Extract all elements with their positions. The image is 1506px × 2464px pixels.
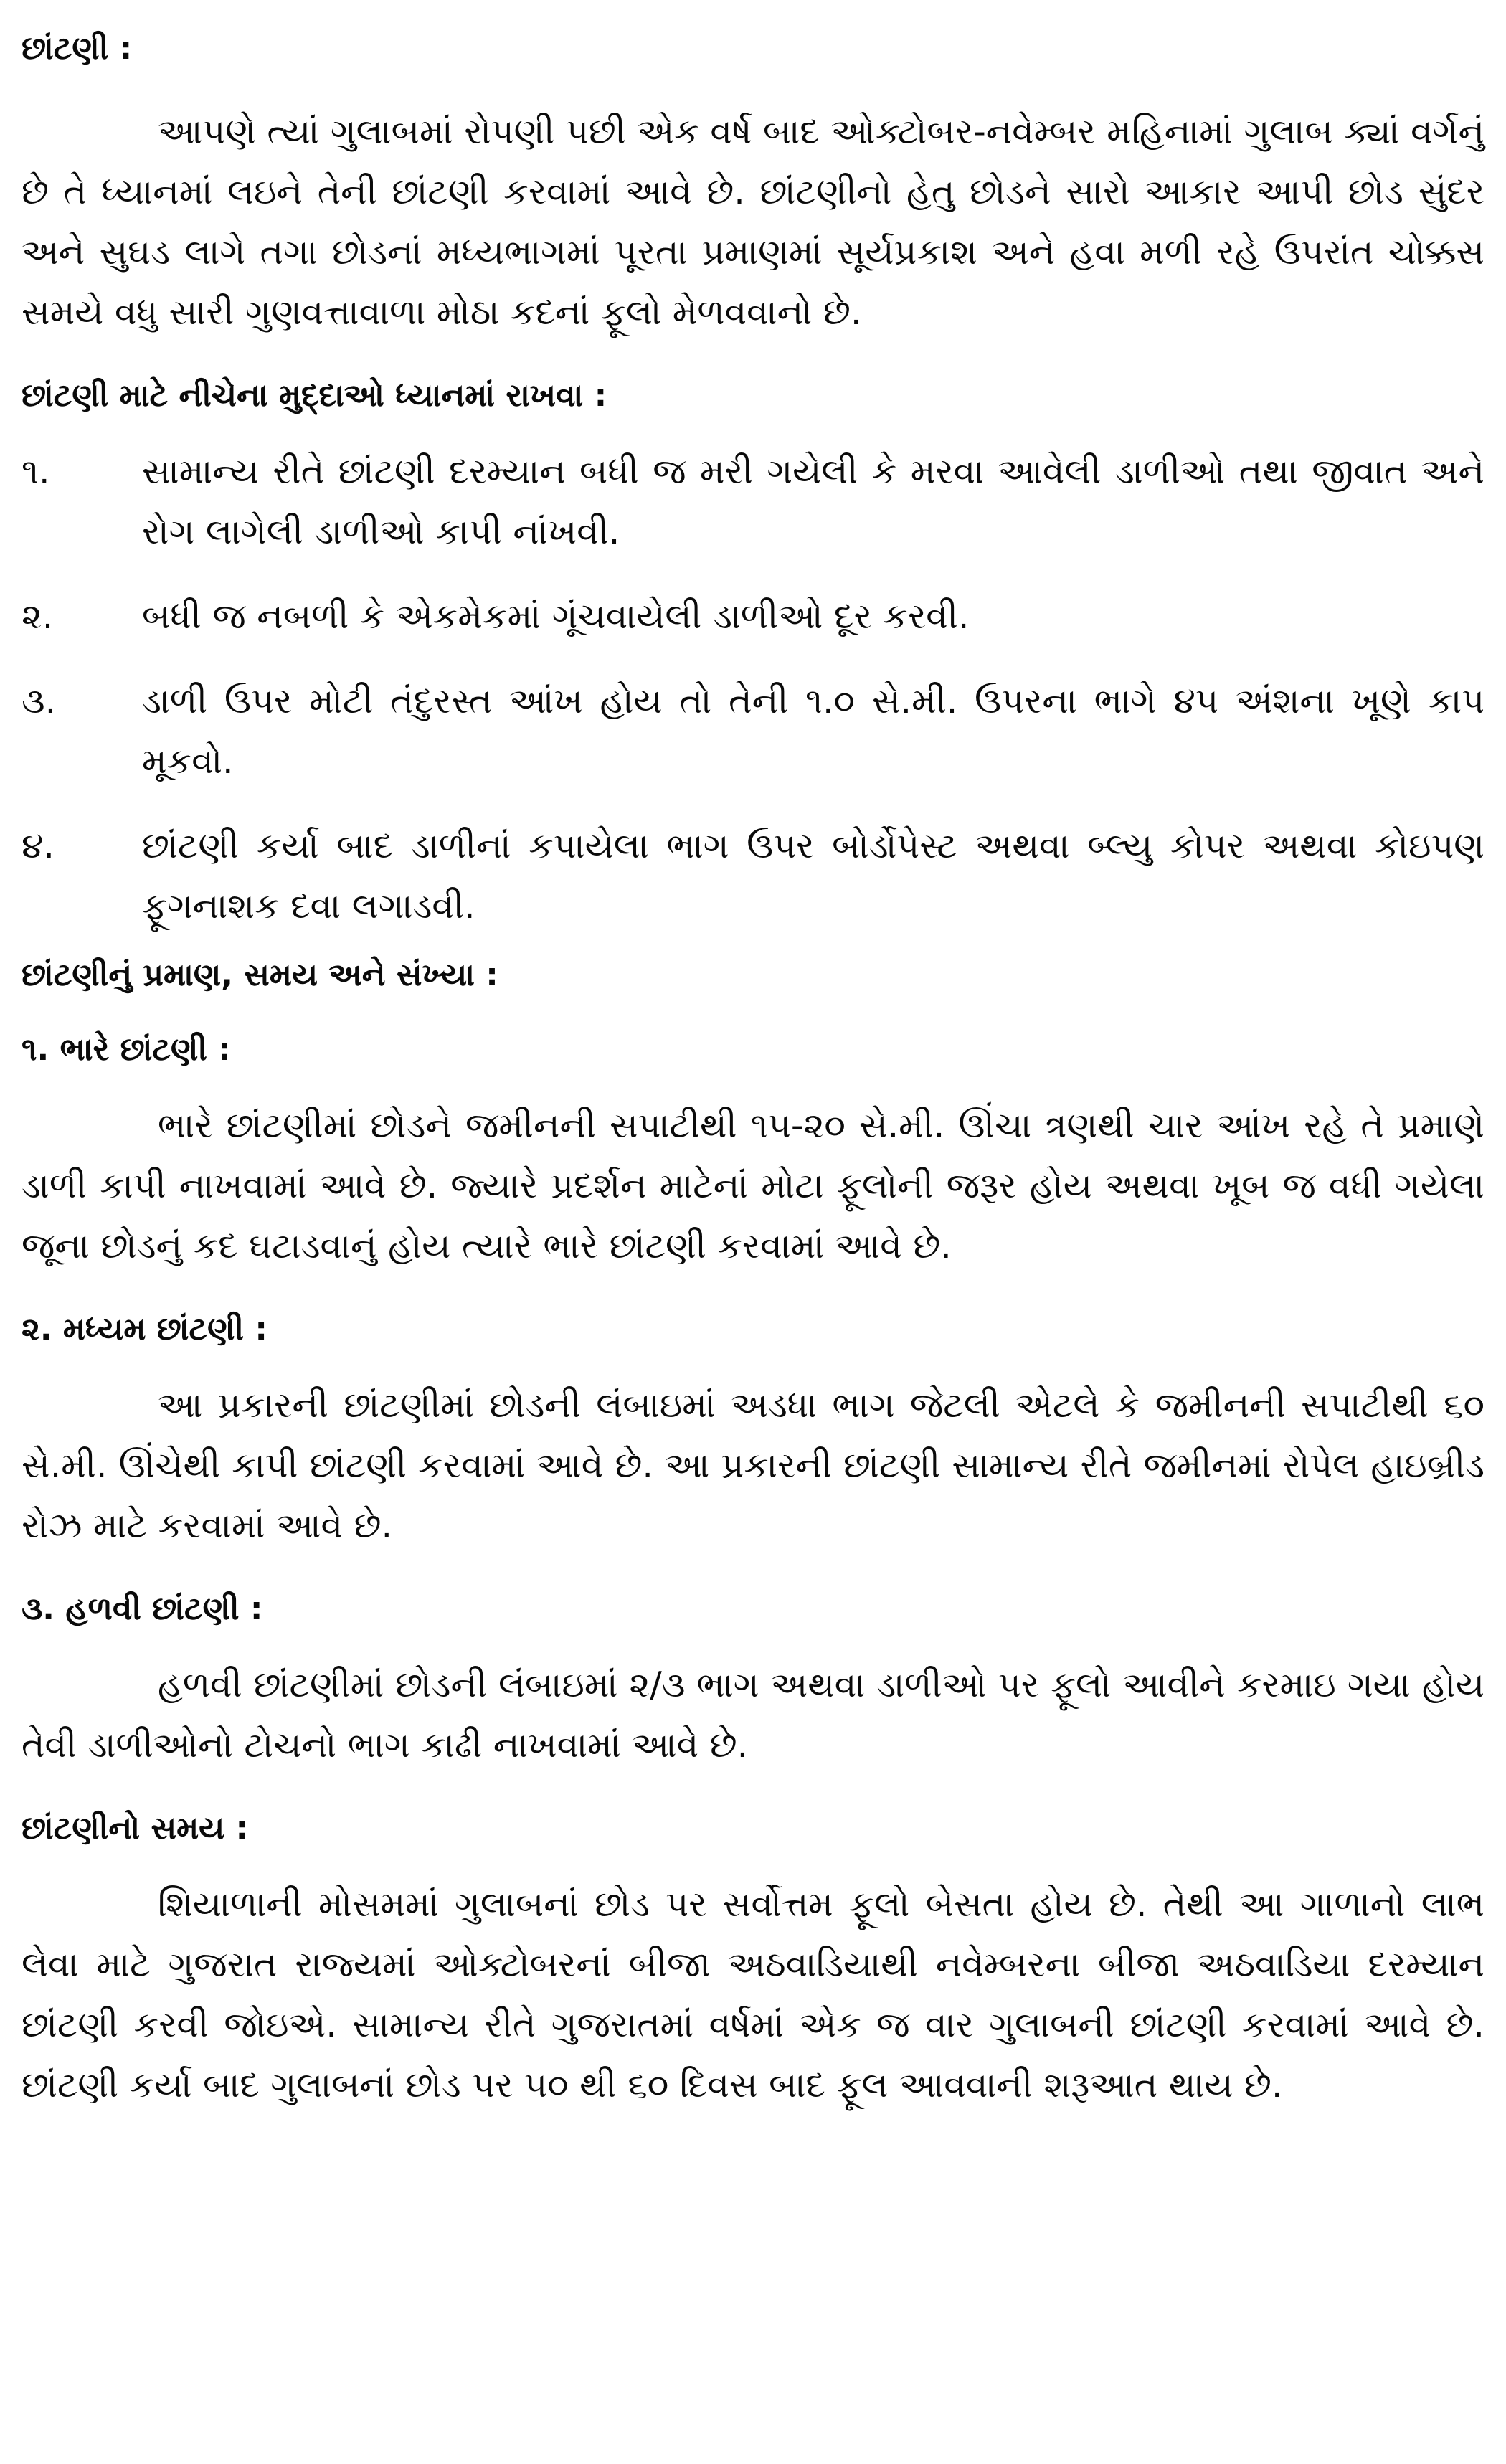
heavy-pruning-heading: ૧. ભારે છાંટણી : [22,1031,231,1068]
list-item-number: ૧. [22,451,50,492]
light-pruning-heading: ૩. હળવી છાંટણી : [22,1591,263,1627]
intro-paragraph: આપણે ત્યાં ગુલાબમાં રોપણી પછી એક વર્ષ બાદ ઓક્ટોબર-નવેમ્બર મહિનામાં ગુલાબ ક્યાં વર્ગનું છે તે ધ્યાનમાં લઇને તેની છાંટણી કરવામાં આવે છે. છાંટણીનો હેતુ છોડને સારો આકાર આપી છોડ સુંદર અને સુઘડ લાગે તગા છોડનાં મધ્યભાગમાં પૂરતા પ્રમાણમાં સૂર્યપ્રકાશ અને હવા મળી રહે ઉપરાંત ચોક્કસ સમયે વધુ સારી ગુણવત્તાવાળા મોઠા કદનાં ફૂલો મેળવવાનો છે. [22,111,1484,333]
list-item-text: બધી જ નબળી કે એકમેકમાં ગૂંચવાયેલી ડાળીઓ દૂર કરવી. [142,596,970,637]
list-item [22,442,1484,562]
extent-heading: છાંટણીનું પ્રમાણ, સમય અને સંખ્યા : [22,957,498,993]
list-item-number: ૪. [22,825,55,866]
list-item [22,816,1484,937]
pruning-heading: છાંટણી : [22,30,133,67]
list-item-text: ડાળી ઉપર મોટી તંદુરસ્ત આંખ હોય તો તેની ૧.૦ સે.મી. ઉપરના ભાગે ૪૫ અંશના ખૂણે કાપ મૂકવો. [142,681,1484,782]
light-pruning-paragraph: હળવી છાંટણીમાં છોડની લંબાઇમાં ૨/૩ ભાગ અથવા ડાળીઓ પર ફૂલો આવીને કરમાઇ ગયા હોય તેવી ડાળીઓનો ટોચનો ભાગ કાઢી નાખવામાં આવે છે. [22,1664,1484,1766]
list-item-number: ૩. [22,681,57,721]
points-list [22,442,1484,937]
points-heading: છાંટણી માટે નીચેના મુદ્દાઓ ધ્યાનમાં રાખવા : [22,377,607,414]
list-item [22,587,1484,647]
list-item-text: છાંટણી કર્યા બાદ ડાળીનાં કપાયેલા ભાગ ઉપર બોર્ડોપેસ્ટ અથવા બ્લ્યુ કોપર અથવા કોઇપણ ફૂગનાશક દવા લગાડવી. [142,825,1484,927]
heavy-pruning-paragraph: ભારે છાંટણીમાં છોડને જમીનની સપાટીથી ૧૫-૨૦ સે.મી. ઊંચા ત્રણથી ચાર આંખ રહે તે પ્રમાણે ડાળી કાપી નાખવામાં આવે છે. જ્યારે પ્રદર્શન માટેનાં મોટા ફૂલોની જરૂર હોય અથવા ખૂબ જ વધી ગયેલા જૂના છોડનું કદ ઘટાડવાનું હોય ત્યારે ભારે છાંટણી કરવામાં આવે છે. [22,1105,1484,1266]
document-page [22,27,1484,2437]
list-item-text: સામાન્ય રીતે છાંટણી દરમ્યાન બધી જ મરી ગયેલી કે મરવા આવેલી ડાળીઓ તથા જીવાત અને રોગ લાગેલી ડાળીઓ કાપી નાંખવી. [142,451,1484,552]
pruning-time-heading: છાંટણીનો સમય : [22,1810,249,1847]
medium-pruning-heading: ૨. મધ્યમ છાંટણી : [22,1311,268,1347]
list-item-number: ૨. [22,596,54,637]
list-item [22,671,1484,792]
medium-pruning-paragraph: આ પ્રકારની છાંટણીમાં છોડની લંબાઇમાં અડધા ભાગ જેટલી એટલે કે જમીનની સપાટીથી ૬૦ સે.મી. ઊંચેથી કાપી છાંટણી કરવામાં આવે છે. આ પ્રકારની છાંટણી સામાન્ય રીતે જમીનમાં રોપેલ હાઇબ્રીડ રોઝ માટે કરવામાં આવે છે. [22,1385,1484,1546]
pruning-time-paragraph: શિયાળાની મોસમમાં ગુલાબનાં છોડ પર સર્વોત્તમ ફૂલો બેસતા હોય છે. તેથી આ ગાળાનો લાભ લેવા માટે ગુજરાત રાજ્યમાં ઓક્ટોબરનાં બીજા અઠવાડિયાથી નવેમ્બરના બીજા અઠવાડિયા દરમ્યાન છાંટણી કરવી જોઇએ. સામાન્ય રીતે ગુજરાતમાં વર્ષમાં એક જ વાર ગુલાબની છાંટણી કરવામાં આવે છે. છાંટણી કર્યા બાદ ગુલાબનાં છોડ પર ૫૦ થી ૬૦ દિવસ બાદ ફૂલ આવવાની શરૂઆત થાય છે. [22,1884,1484,2105]
